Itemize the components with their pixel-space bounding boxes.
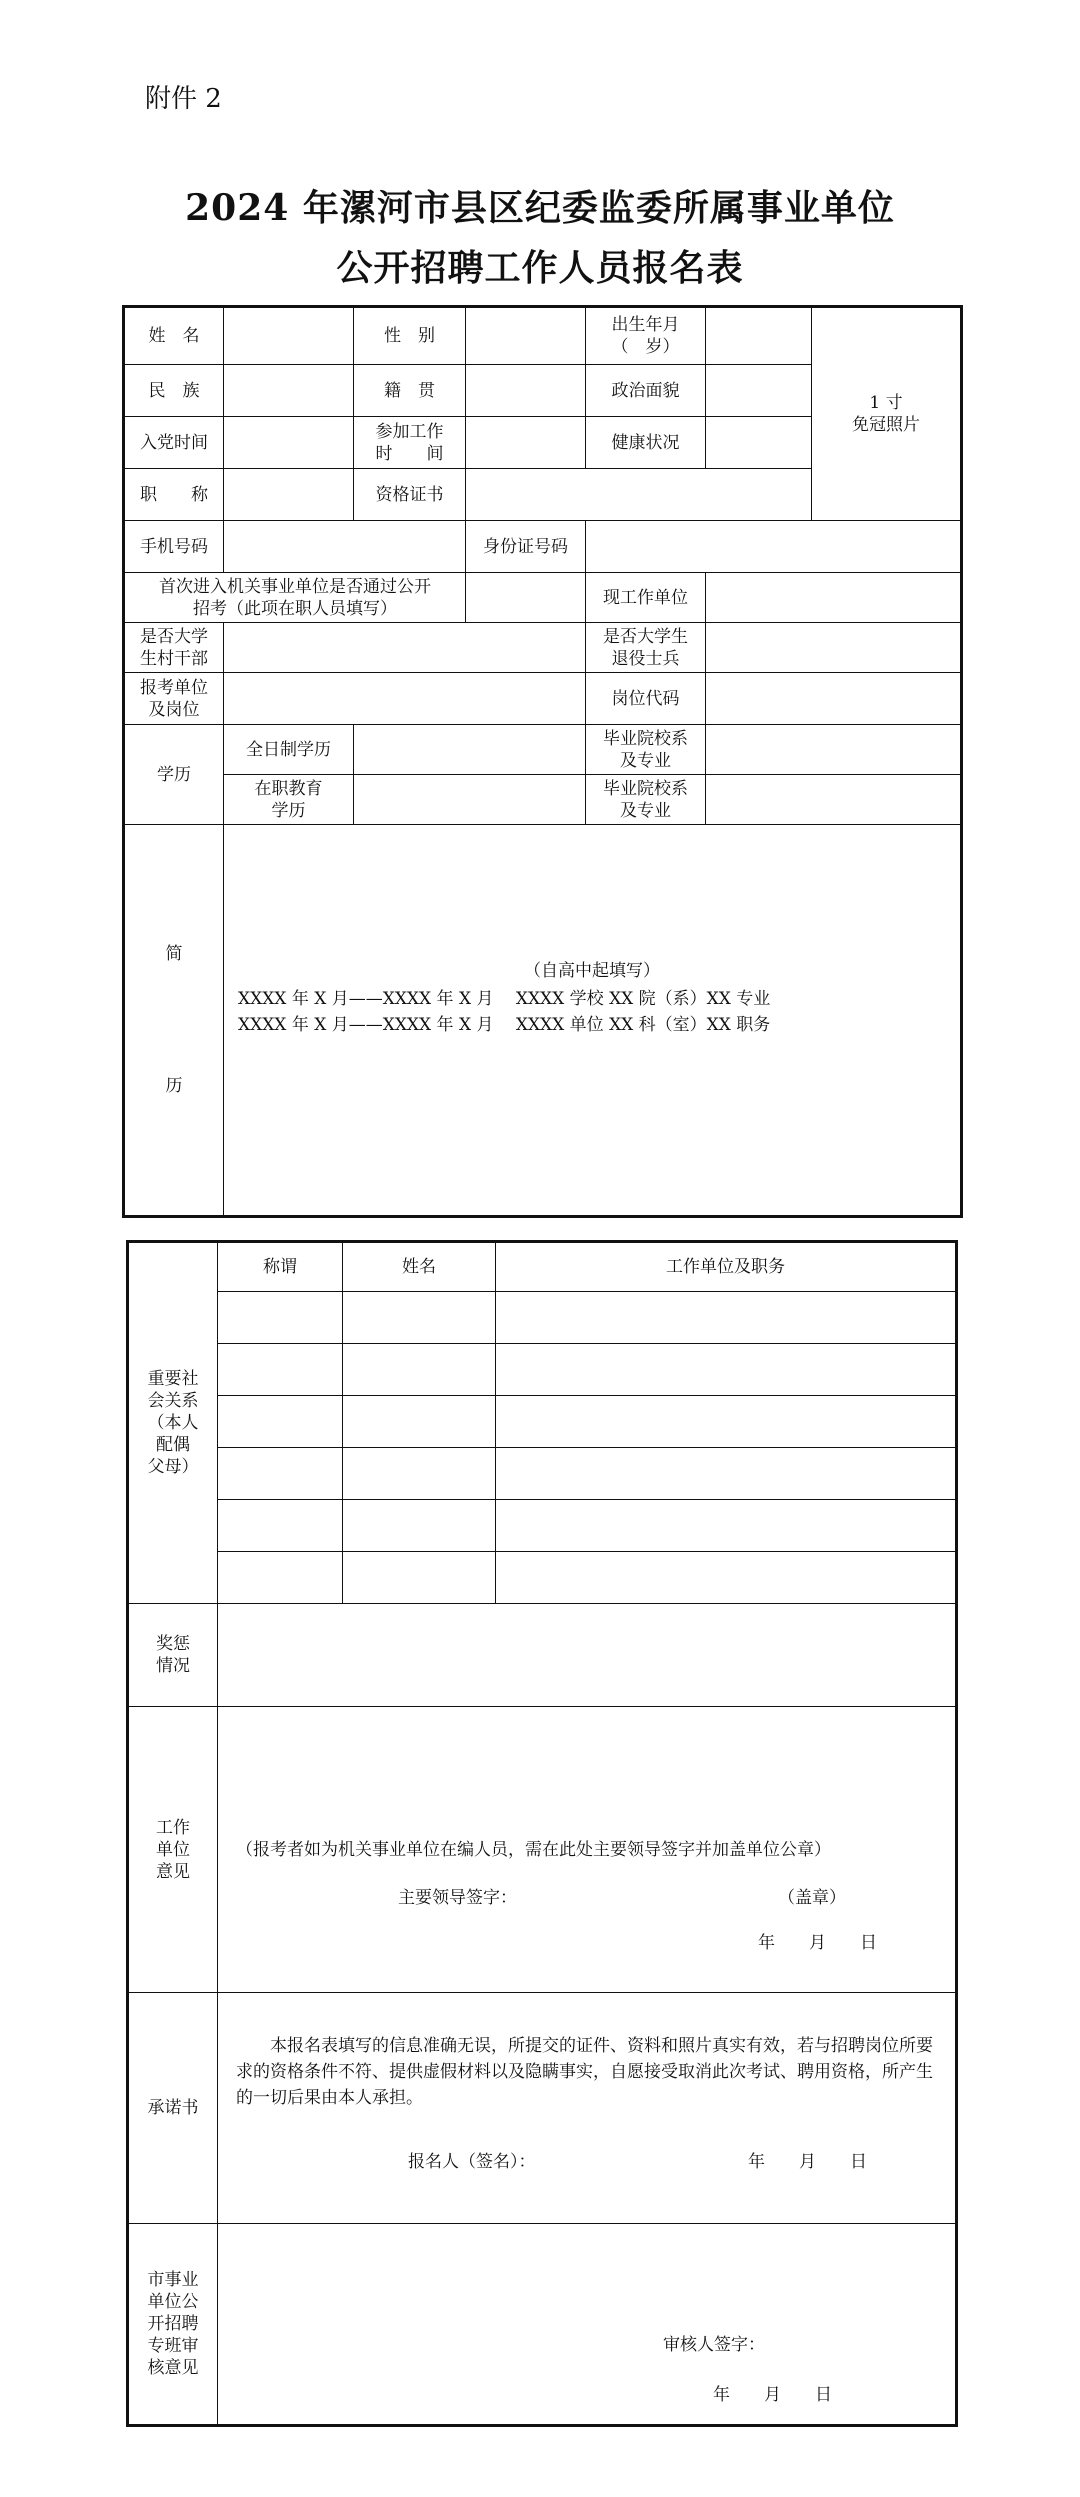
relation-name-cell[interactable] bbox=[343, 1292, 496, 1344]
relation-unit-cell[interactable] bbox=[496, 1344, 957, 1396]
relation-unit-cell[interactable] bbox=[496, 1448, 957, 1500]
review-label-l3: 开招聘 bbox=[147, 2314, 199, 2334]
cert-field[interactable] bbox=[466, 469, 812, 521]
relation-name-cell[interactable] bbox=[343, 1552, 496, 1604]
registration-table-personal bbox=[122, 305, 963, 1218]
party-join-field[interactable] bbox=[224, 417, 354, 469]
fulltime-school-label-l2: 及专业 bbox=[620, 750, 671, 771]
political-label: 政治面貌 bbox=[586, 365, 706, 417]
unit-opinion-label-l1: 工作 bbox=[156, 1817, 190, 1838]
resume-label-a: 简 bbox=[165, 944, 183, 964]
native-place-field[interactable] bbox=[466, 365, 586, 417]
relations-col-name: 姓名 bbox=[343, 1242, 496, 1292]
applicant-sign-label: 报名人（签名）： bbox=[408, 2152, 536, 2172]
attachment-label: 附件 2 bbox=[145, 84, 222, 114]
name-label: 姓 名 bbox=[124, 307, 224, 365]
village-cadre-label-l1: 是否大学 bbox=[140, 626, 208, 647]
unit-opinion-label-l2: 单位 bbox=[156, 1839, 190, 1860]
village-cadre-label-l2: 生村干部 bbox=[140, 648, 208, 669]
relation-title-cell[interactable] bbox=[218, 1292, 343, 1344]
parttime-edu-label-l1: 在职教育 bbox=[254, 778, 323, 799]
review-label-l4: 专班审 bbox=[147, 2336, 199, 2356]
apply-unit-label-l2: 及岗位 bbox=[148, 699, 200, 720]
fulltime-edu-label: 全日制学历 bbox=[224, 725, 354, 775]
relation-name-cell[interactable] bbox=[343, 1448, 496, 1500]
gender-field[interactable] bbox=[466, 307, 586, 365]
cert-label: 资格证书 bbox=[354, 469, 466, 521]
photo-size-text: 1 寸 bbox=[869, 393, 903, 413]
native-place-label: 籍 贯 bbox=[354, 365, 466, 417]
unit-opinion-label-l3: 意见 bbox=[156, 1861, 190, 1882]
id-number-field[interactable] bbox=[586, 521, 962, 573]
relation-unit-cell[interactable] bbox=[496, 1552, 957, 1604]
post-code-field[interactable] bbox=[706, 673, 962, 725]
resume-example-line1: XXXX 年 X 月——XXXX 年 X 月 XXXX 学校 XX 院（系）XX 专业 bbox=[238, 989, 771, 1009]
first-exam-label bbox=[124, 573, 466, 623]
photo-box[interactable] bbox=[812, 307, 962, 521]
review-label bbox=[128, 2224, 218, 2426]
first-exam-label-l1: 首次进入机关事业单位是否通过公开 bbox=[159, 576, 431, 597]
relations-label-l5: 父母） bbox=[147, 1457, 199, 1477]
reward-field[interactable] bbox=[218, 1604, 957, 1707]
parttime-edu-field[interactable] bbox=[354, 775, 586, 825]
ethnicity-field[interactable] bbox=[224, 365, 354, 417]
review-label-l5: 核意见 bbox=[147, 2358, 199, 2378]
review-label-l1: 市事业 bbox=[147, 2270, 199, 2290]
relations-col-title: 称谓 bbox=[218, 1242, 343, 1292]
phone-label: 手机号码 bbox=[124, 521, 224, 573]
first-exam-field[interactable] bbox=[466, 573, 586, 623]
promise-label: 承诺书 bbox=[128, 1993, 218, 2224]
registration-table-relations bbox=[126, 1240, 958, 2427]
relations-label bbox=[128, 1242, 218, 1604]
veteran-label-l1: 是否大学生 bbox=[603, 626, 688, 647]
form-title-line2: 公开招聘工作人员报名表 bbox=[336, 247, 744, 289]
gender-label: 性 别 bbox=[354, 307, 466, 365]
relation-name-cell[interactable] bbox=[343, 1396, 496, 1448]
relation-title-cell[interactable] bbox=[218, 1344, 343, 1396]
relations-col-unit: 工作单位及职务 bbox=[496, 1242, 957, 1292]
party-join-label: 入党时间 bbox=[124, 417, 224, 469]
health-label: 健康状况 bbox=[586, 417, 706, 469]
parttime-edu-label-l2: 学历 bbox=[271, 800, 306, 821]
unit-opinion-date: 年 月 日 bbox=[758, 1933, 877, 1953]
parttime-school-label-l1: 毕业院校系 bbox=[603, 778, 688, 799]
reward-label-l1: 奖惩 bbox=[156, 1634, 190, 1654]
apply-unit-field[interactable] bbox=[224, 673, 586, 725]
apply-unit-label bbox=[124, 673, 224, 725]
relations-label-l4: 配偶 bbox=[156, 1435, 190, 1455]
work-start-label bbox=[354, 417, 466, 469]
promise-text: 本报名表填写的信息准确无误，所提交的证件、资料和照片真实有效，若与招聘岗位所要求的资格条件不符、提供虚假材料以及隐瞒事实，自愿接受取消此次考试、聘用资格，所产生的一切后果由本人承担。 bbox=[236, 2036, 933, 2108]
review-label-l2: 单位公 bbox=[147, 2292, 199, 2312]
work-start-label-l1: 参加工作 bbox=[375, 421, 444, 442]
apply-unit-label-l1: 报考单位 bbox=[140, 677, 208, 698]
age-label-text: （ 岁） bbox=[611, 337, 680, 357]
relations-label-l1: 重要社 bbox=[147, 1369, 199, 1389]
reward-label bbox=[128, 1604, 218, 1707]
fulltime-school-label-l1: 毕业院校系 bbox=[603, 728, 688, 749]
job-title-field[interactable] bbox=[224, 469, 354, 521]
relations-label-l3: （本人 bbox=[147, 1413, 199, 1433]
job-title-label: 职 称 bbox=[124, 469, 224, 521]
ethnicity-label: 民 族 bbox=[124, 365, 224, 417]
unit-opinion-field[interactable] bbox=[218, 1707, 957, 1993]
relation-name-cell[interactable] bbox=[343, 1500, 496, 1552]
seal-label: （盖章） bbox=[778, 1888, 846, 1908]
parttime-school-field[interactable] bbox=[706, 775, 962, 825]
resume-label bbox=[124, 825, 224, 1217]
work-start-label-l2: 时 间 bbox=[375, 443, 444, 464]
review-date: 年 月 日 bbox=[713, 2385, 832, 2405]
photo-note-text: 免冠照片 bbox=[852, 415, 920, 435]
promise-field[interactable] bbox=[218, 1993, 957, 2224]
parttime-school-label bbox=[586, 775, 706, 825]
veteran-field[interactable] bbox=[706, 623, 962, 673]
birth-label bbox=[586, 307, 706, 365]
resume-example-line2: XXXX 年 X 月——XXXX 年 X 月 XXXX 单位 XX 科（室）XX 职务 bbox=[238, 1015, 771, 1035]
relation-name-cell[interactable] bbox=[343, 1344, 496, 1396]
relation-unit-cell[interactable] bbox=[496, 1396, 957, 1448]
post-code-label: 岗位代码 bbox=[586, 673, 706, 725]
first-exam-label-l2: 招考（此项在职人员填写） bbox=[193, 598, 397, 619]
promise-date: 年 月 日 bbox=[748, 2152, 867, 2172]
birth-field[interactable] bbox=[706, 307, 812, 365]
relation-title-cell[interactable] bbox=[218, 1448, 343, 1500]
parttime-school-label-l2: 及专业 bbox=[620, 800, 671, 821]
relation-title-cell[interactable] bbox=[218, 1396, 343, 1448]
relation-unit-cell[interactable] bbox=[496, 1500, 957, 1552]
unit-opinion-label bbox=[128, 1707, 218, 1993]
unit-opinion-note: （报考者如为机关事业单位在编人员，需在此处主要领导签字并加盖单位公章） bbox=[236, 1840, 831, 1860]
veteran-label-l2: 退役士兵 bbox=[611, 648, 680, 669]
political-field[interactable] bbox=[706, 365, 812, 417]
review-field[interactable] bbox=[218, 2224, 957, 2426]
form-title-line1: 2024 年漯河市县区纪委监委所属事业单位 bbox=[185, 187, 895, 229]
current-unit-label: 现工作单位 bbox=[586, 573, 706, 623]
reward-label-l2: 情况 bbox=[156, 1656, 190, 1676]
resume-field[interactable] bbox=[224, 825, 962, 1217]
work-start-field[interactable] bbox=[466, 417, 586, 469]
village-cadre-label bbox=[124, 623, 224, 673]
veteran-label bbox=[586, 623, 706, 673]
village-cadre-field[interactable] bbox=[224, 623, 586, 673]
current-unit-field[interactable] bbox=[706, 573, 962, 623]
relations-label-l2: 会关系 bbox=[147, 1391, 199, 1411]
resume-label-b: 历 bbox=[165, 1076, 183, 1096]
parttime-edu-label bbox=[224, 775, 354, 825]
fulltime-school-label bbox=[586, 725, 706, 775]
reviewer-sign-label: 审核人签字： bbox=[663, 2335, 765, 2355]
resume-instruction: （自高中起填写） bbox=[524, 961, 660, 981]
education-label: 学历 bbox=[124, 725, 224, 825]
id-number-label: 身份证号码 bbox=[466, 521, 586, 573]
name-field[interactable] bbox=[224, 307, 354, 365]
relation-title-cell[interactable] bbox=[218, 1552, 343, 1604]
leader-sign-label: 主要领导签字： bbox=[398, 1888, 517, 1908]
relation-unit-cell[interactable] bbox=[496, 1292, 957, 1344]
birth-label-text: 出生年月 bbox=[611, 315, 680, 335]
relation-title-cell[interactable] bbox=[218, 1500, 343, 1552]
fulltime-school-field[interactable] bbox=[706, 725, 962, 775]
fulltime-edu-field[interactable] bbox=[354, 725, 586, 775]
phone-field[interactable] bbox=[224, 521, 466, 573]
health-field[interactable] bbox=[706, 417, 812, 469]
